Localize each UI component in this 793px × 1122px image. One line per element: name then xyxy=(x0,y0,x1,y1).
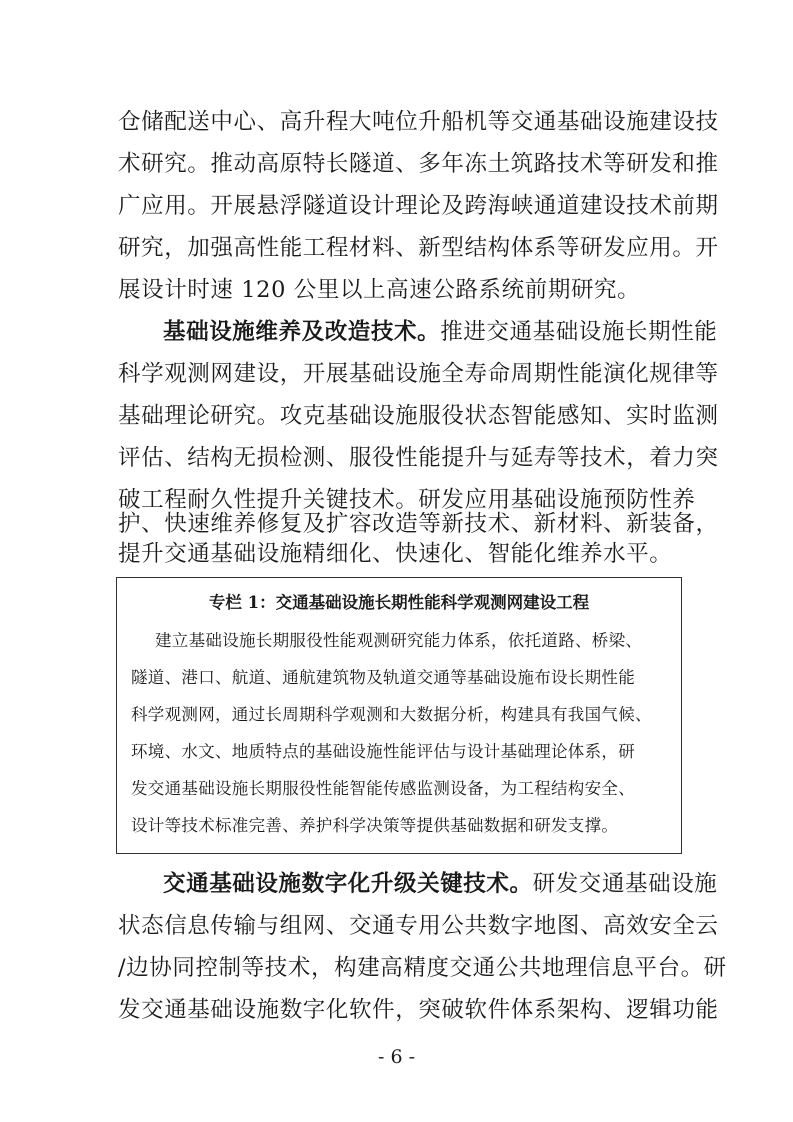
paragraph-3-heading: 交通基础设施数字化升级关键技术。 xyxy=(163,871,533,897)
paragraph-3-first-line xyxy=(163,869,733,899)
paragraph-2-line-6: 护、快速维养修复及扩容改造等新技术、新材料、新装备， xyxy=(118,511,719,537)
paragraph-1-line-5: 展设计时速 120 公里以上高速公路系统前期研究。 xyxy=(118,277,641,303)
paragraph-2-first-line xyxy=(163,317,733,347)
paragraph-2-line-4: 评估、结构无损检测、服役性能提升与延寿等技术，着力突 xyxy=(118,445,719,471)
special-column-title: 专栏 1：交通基础设施长期性能科学观测网建设工程 xyxy=(208,593,590,612)
special-column-line-4: 环境、水文、地质特点的基础设施性能评估与设计基础理论体系，研 xyxy=(131,742,635,761)
special-column-line-6: 设计等技术标准完善、养护科学决策等提供基础数据和研发支撑。 xyxy=(131,816,619,835)
paragraph-2-first-line-text: 推进交通基础设施长期性能 xyxy=(440,319,718,345)
special-column-box xyxy=(116,577,682,854)
paragraph-3-line-3: /边协同控制等技术，构建高精度交通公共地理信息平台。研 xyxy=(118,955,727,981)
paragraph-2-line-2: 科学观测网建设，开展基础设施全寿命周期性能演化规律等 xyxy=(118,361,719,387)
paragraph-1-line-4: 研究，加强高性能工程材料、新型结构体系等研发应用。开 xyxy=(118,235,719,261)
paragraph-2-heading: 基础设施维养及改造技术。 xyxy=(163,319,441,345)
paragraph-1-line-1: 仓储配送中心、高升程大吨位升船机等交通基础设施建设技 xyxy=(118,109,719,135)
paragraph-2-line-3: 基础理论研究。攻克基础设施服役状态智能感知、实时监测 xyxy=(118,403,719,429)
page-number: - 6 - xyxy=(377,1046,415,1068)
paragraph-3-line-2: 状态信息传输与组网、交通专用公共数字地图、高效安全云 xyxy=(118,913,719,939)
special-column-line-5: 发交通基础设施长期服役性能智能传感监测设备，为工程结构安全、 xyxy=(131,779,635,798)
special-column-line-3: 科学观测网，通过长周期科学观测和大数据分析，构建具有我国气候、 xyxy=(131,705,652,724)
paragraph-3-first-line-text: 研发交通基础设施 xyxy=(532,871,718,897)
special-column-line-1: 建立基础设施长期服役性能观测研究能力体系，依托道路、桥梁、 xyxy=(155,631,643,650)
paragraph-3-line-4: 发交通基础设施数字化软件，突破软件体系架构、逻辑功能 xyxy=(118,997,719,1023)
special-column-line-2: 隧道、港口、航道、通航建筑物及轨道交通等基础设施布设长期性能 xyxy=(131,668,635,687)
paragraph-2-line-5: 破工程耐久性提升关键技术。研发应用基础设施预防性养 xyxy=(118,487,696,513)
paragraph-2-line-7: 提升交通基础设施精细化、快速化、智能化维养水平。 xyxy=(118,541,673,567)
paragraph-1-line-3: 广应用。开展悬浮隧道设计理论及跨海峡通道建设技术前期 xyxy=(118,193,719,219)
paragraph-1-line-2: 术研究。推动高原特长隧道、多年冻土筑路技术等研发和推 xyxy=(118,151,719,177)
